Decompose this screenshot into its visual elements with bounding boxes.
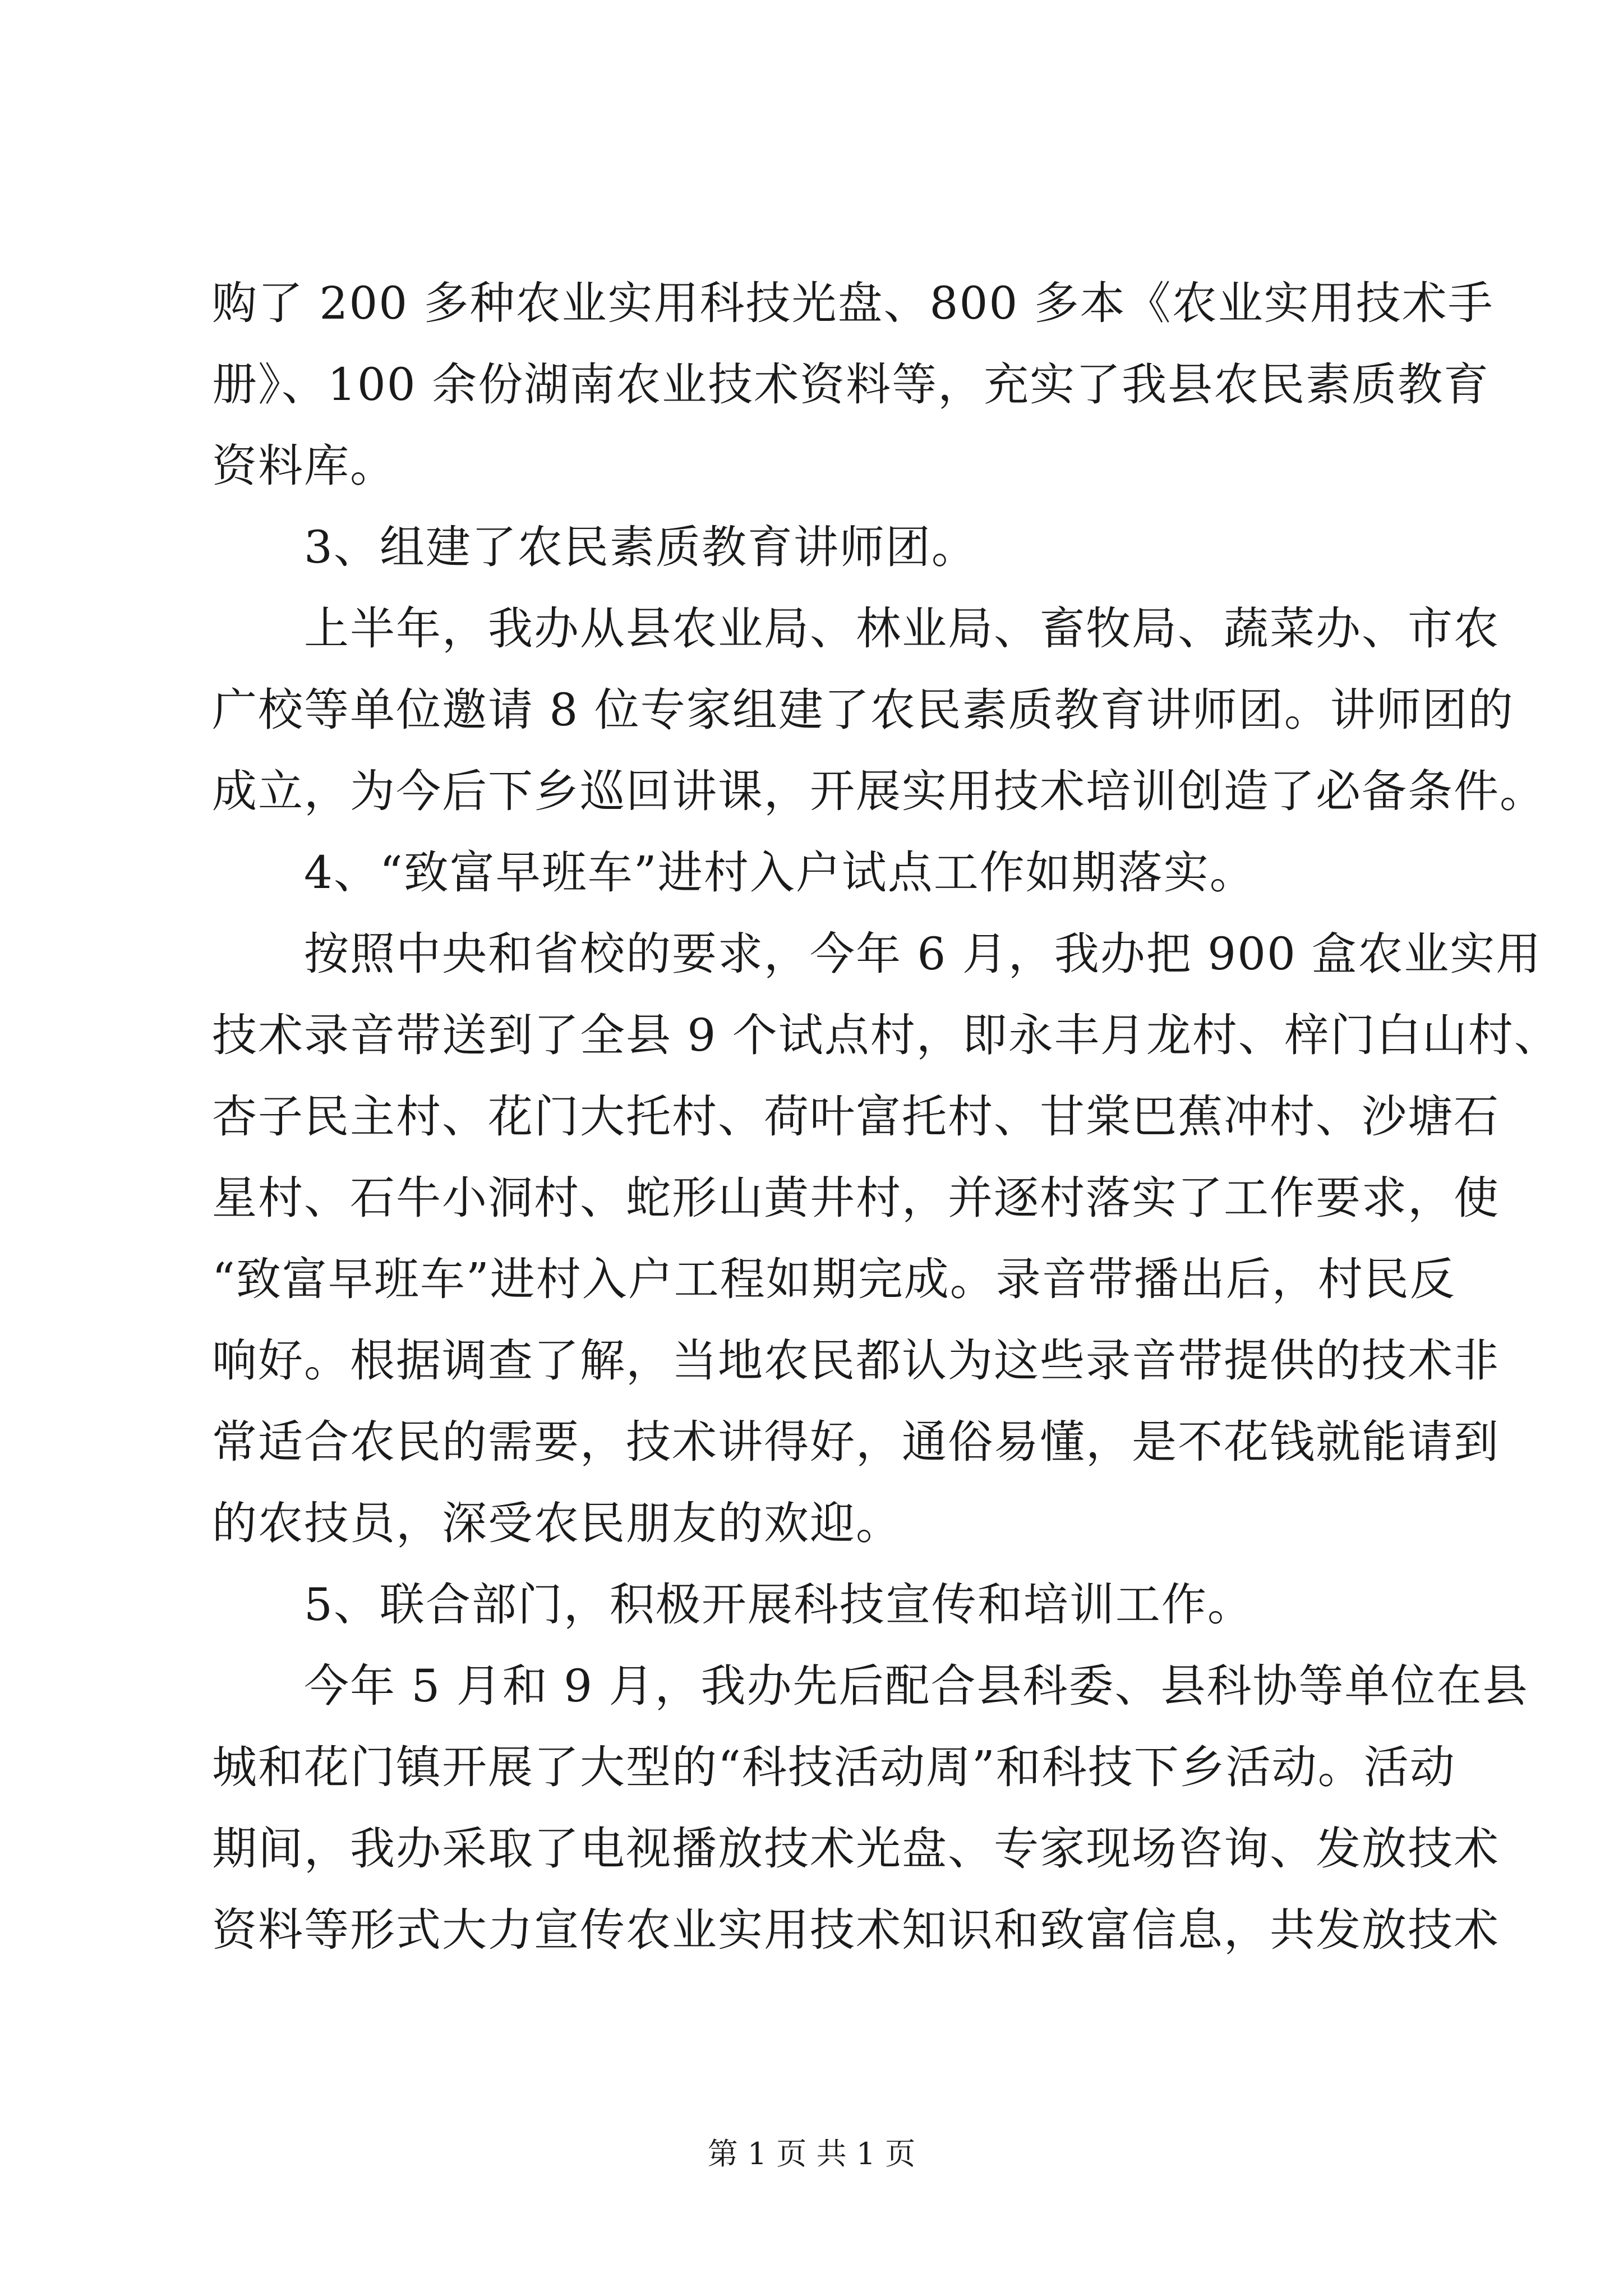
text-line: “致富早班车”进村入户工程如期完成。录音带播出后，村民反 [212,1253,1456,1305]
text-line: 今年 5 月和 9 月，我办先后配合县科委、县科协等单位在县 [304,1660,1529,1712]
text-line: 广校等单位邀请 8 位专家组建了农民素质教育讲师团。讲师团的 [212,684,1514,736]
text-line: 城和花门镇开展了大型的“科技活动周”和科技下乡活动。活动 [212,1741,1456,1793]
text-line: 按照中央和省校的要求，今年 6 月，我办把 900 盒农业实用 [304,928,1542,980]
text-line: 杏子民主村、花门大托村、荷叶富托村、甘棠巴蕉冲村、沙塘石 [212,1091,1500,1143]
page-footer [0,2132,1623,2177]
text-line: 响好。根据调查了解，当地农民都认为这些录音带提供的技术非 [212,1335,1500,1387]
text-line: 资料等形式大力宣传农业实用技术知识和致富信息，共发放技术 [212,1904,1500,1956]
text-line: 技术录音带送到了全县 9 个试点村，即永丰月龙村、梓门白山村、 [212,1009,1560,1061]
text-line: 常适合农民的需要，技术讲得好，通俗易懂，是不花钱就能请到 [212,1416,1500,1468]
text-line: 星村、石牛小洞村、蛇形山黄井村，并逐村落实了工作要求，使 [212,1172,1500,1224]
text-line: 册》、100 余份湖南农业技术资料等，充实了我县农民素质教育 [212,358,1490,411]
text-line: 上半年，我办从县农业局、林业局、畜牧局、蔬菜办、市农 [304,602,1500,655]
text-line: 的农技员，深受农民朋友的欢迎。 [212,1497,902,1549]
section-heading: 5、联合部门，积极开展科技宣传和培训工作。 [304,1579,1253,1631]
document-body [212,263,1560,1971]
text-line: 成立，为今后下乡巡回讲课，开展实用技术培训创造了必备条件。 [212,765,1546,817]
section-heading: 4、“致富早班车”进村入户试点工作如期落实。 [304,846,1256,899]
page-number-label: 第 1 页 共 1 页 [707,2136,916,2171]
section-heading: 3、组建了农民素质教育讲师团。 [304,521,978,573]
text-line: 购了 200 多种农业实用科技光盘、800 多本《农业实用技术手 [212,277,1494,329]
text-line: 期间，我办采取了电视播放技术光盘、专家现场咨询、发放技术 [212,1823,1500,1875]
text-line: 资料库。 [212,440,396,492]
